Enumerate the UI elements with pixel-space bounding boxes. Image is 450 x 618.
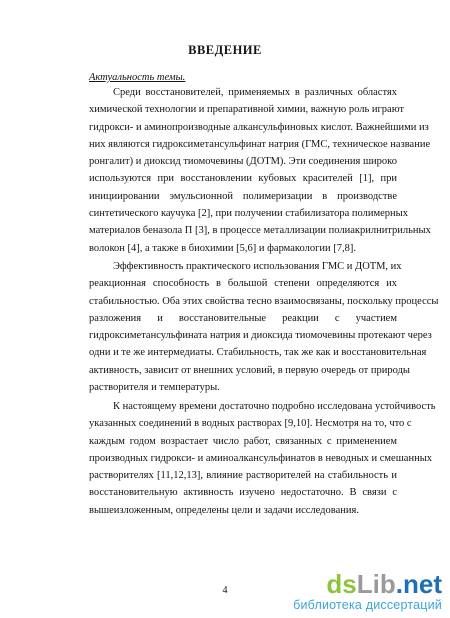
text-line: вышеизложенным, определены цели и задачи исследования. [89, 504, 359, 516]
text-line: материалов беназола П [3], в процессе металлизации полиакрилнитрильных [89, 225, 431, 237]
text-line: них являются гидроксиметансульфинат натрия (ГМС, техническое название [89, 138, 431, 150]
watermark-logo-part: ds [326, 569, 357, 599]
text-line: ронгалит) и диоксид тиомочевины (ДОТМ). Эти соединения широко [89, 156, 397, 168]
text-line: Среди восстановителей, применяемых в различных областях [113, 87, 397, 98]
page-number: 4 [222, 585, 228, 596]
text-line: используются при восстановлении кубовых красителей [1], при [89, 173, 397, 185]
watermark-logo-part: .net [395, 569, 442, 599]
paragraph-1 [89, 84, 431, 257]
text-line: одни и те же интермедиаты. Стабильность, так же как и восстановительная [89, 347, 427, 359]
text-line: волокон [4], а также в биохимии [5,6] и фармакологии [7,8]. [89, 242, 356, 254]
text-line: химической технологии и препаративной химии, важную роль играют [89, 104, 404, 116]
text-line: реакционная способность в большой степени определяются их [89, 278, 397, 290]
paragraph-3 [89, 398, 436, 519]
page-title: ВВЕДЕНИЕ [188, 43, 262, 57]
watermark-logo [293, 571, 442, 597]
section-heading: Актуальность темы. [89, 72, 186, 83]
text-line: К настоящему времени достаточно подробно исследована устойчивость [113, 401, 436, 412]
paragraph-2 [89, 258, 439, 396]
watermark [293, 571, 442, 612]
text-line: растворителя и температуры. [89, 382, 220, 394]
text-line: указанных соединений в водных растворах [9,10]. Несмотря на то, что с [89, 418, 412, 430]
watermark-subtitle: библиотека диссертаций [293, 598, 442, 612]
text-line: инициировании эмульсионной полимеризации в производстве [89, 190, 397, 202]
text-line: гидроксиметансульфината натрия и диоксида тиомочевины протекают через [89, 330, 432, 342]
text-line: растворителях [11,12,13], влияние растворителей на стабильность и [89, 470, 397, 482]
text-line: Эффективность практического использования ГМС и ДОТМ, их [113, 261, 402, 272]
text-line: каждым годом возрастает число работ, связанных с применением [89, 435, 397, 447]
text-line: гидрокси- и аминопроизводные алкансульфиновых кислот. Важнейшими из [89, 121, 429, 133]
watermark-logo-part: Lib [356, 569, 396, 599]
text-line: стабильностью. Оба этих свойства тесно взаимосвязаны, поскольку процессы [89, 295, 439, 307]
text-line: синтетического каучука [2], при получении стабилизатора полимерных [89, 208, 408, 220]
text-line: разложения и восстановительные реакции с участием [89, 312, 397, 324]
text-line: производных гидрокси- и аминоалкансульфинатов в неводных и смешанных [89, 452, 433, 464]
text-line: активность, зависит от внешних условий, в первую очередь от природы [89, 364, 410, 376]
text-line: восстановительную активность изучено недостаточно. В связи с [89, 487, 397, 499]
